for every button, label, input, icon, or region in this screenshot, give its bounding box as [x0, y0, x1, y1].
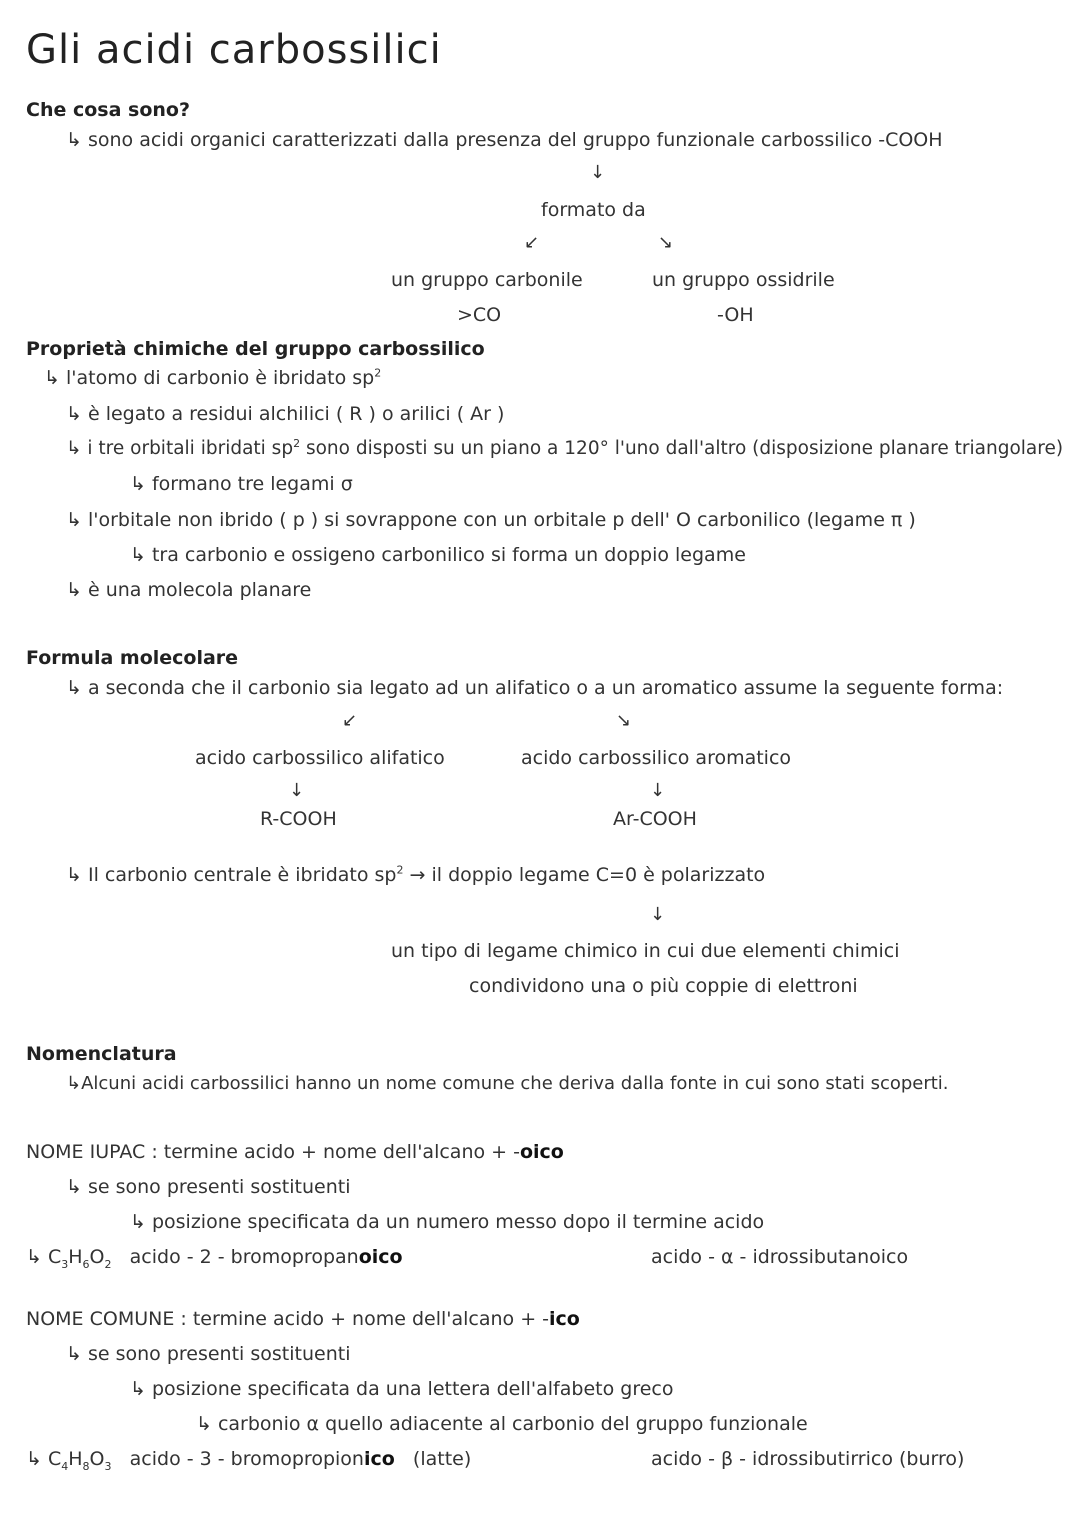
prop-text: l'atomo di carbonio è ibridato sp	[65, 367, 375, 389]
carbonile-label: un gruppo carbonile	[391, 269, 583, 291]
prop-line-2	[66, 402, 504, 426]
formato-label: formato da	[541, 199, 646, 221]
superscript: 2	[374, 366, 382, 380]
subscript: 3	[61, 1257, 69, 1271]
hook-arrow-icon: ↳	[44, 367, 60, 389]
common-example-right: acido - β - idrossibutirrico (burro)	[651, 1448, 965, 1470]
suffix: ico	[363, 1448, 395, 1470]
common-example	[26, 1447, 471, 1471]
definition-line-1: un tipo di legame chimico in cui due elementi chimici	[391, 940, 900, 962]
iupac-sub-2	[130, 1210, 764, 1234]
down-arrow-icon: ↓	[590, 162, 606, 183]
text: → il doppio legame C=0 è polarizzato	[403, 864, 766, 886]
hook-arrow-icon: ↳	[130, 1211, 146, 1233]
molecular-formula	[47, 1448, 112, 1473]
section-heading-properties: Proprietà chimiche del gruppo carbossilico	[26, 338, 485, 360]
arrow-down-left-icon: ↙	[524, 232, 540, 253]
subscript: 6	[82, 1257, 90, 1271]
example-note: (latte)	[412, 1448, 472, 1470]
prop-text: formano tre legami σ	[151, 473, 353, 495]
element: O	[89, 1246, 105, 1268]
text: se sono presenti sostituenti	[87, 1176, 351, 1198]
polarized-line	[66, 863, 765, 887]
text: se sono presenti sostituenti	[87, 1343, 351, 1365]
rule-text: NOME IUPAC : termine acido + nome dell'alcano + -	[26, 1141, 520, 1163]
common-sub-1	[66, 1342, 350, 1366]
iupac-rule	[26, 1140, 564, 1164]
hook-arrow-icon: ↳	[66, 509, 82, 531]
alifatico-formula: R-COOH	[260, 808, 337, 830]
superscript: 2	[293, 436, 301, 450]
hook-arrow-icon: ↳	[66, 1343, 82, 1365]
element: C	[47, 1448, 62, 1470]
ossidrile-label: un gruppo ossidrile	[652, 269, 835, 291]
hook-arrow-icon: ↳	[26, 1246, 42, 1268]
hook-arrow-icon: ↳	[130, 473, 146, 495]
text: carbonio α quello adiacente al carbonio del gruppo funzionale	[217, 1413, 808, 1435]
suffix: ico	[549, 1308, 580, 1330]
aromatico-formula: Ar-COOH	[613, 808, 697, 830]
prop-line-5	[66, 508, 916, 532]
alifatico-label: acido carbossilico alifatico	[195, 747, 445, 769]
down-arrow-icon: ↓	[650, 904, 666, 925]
subscript: 3	[104, 1459, 112, 1473]
prop-text: è legato a residui alchilici ( R ) o arilici ( Ar )	[87, 403, 505, 425]
prop-text: tra carbonio e ossigeno carbonilico si forma un doppio legame	[151, 544, 746, 566]
element: O	[89, 1448, 105, 1470]
iupac-example-right: acido - α - idrossibutanoico	[651, 1246, 909, 1268]
hook-arrow-icon: ↳	[66, 579, 82, 601]
element: H	[68, 1448, 83, 1470]
bullet-line	[66, 128, 943, 152]
subscript: 4	[61, 1459, 69, 1473]
hook-arrow-icon: ↳	[130, 544, 146, 566]
hook-arrow-icon: ↳	[66, 438, 82, 459]
common-sub-2	[130, 1377, 673, 1401]
suffix: oico	[519, 1141, 564, 1163]
common-sub-3	[196, 1412, 808, 1436]
prop-line-3	[66, 437, 1063, 461]
prop-line-6	[130, 543, 746, 567]
iupac-sub-1	[66, 1175, 350, 1199]
common-rule	[26, 1307, 580, 1331]
arrow-down-right-icon: ↘	[658, 232, 674, 253]
hook-arrow-icon: ↳	[66, 403, 82, 425]
aromatico-label: acido carbossilico aromatico	[521, 747, 792, 769]
hook-arrow-icon: ↳	[66, 1073, 82, 1094]
definition-line-2: condividono una o più coppie di elettroni	[469, 975, 858, 997]
element: H	[68, 1246, 83, 1268]
hook-arrow-icon: ↳	[26, 1448, 42, 1470]
bullet-text: Alcuni acidi carbossilici hanno un nome comune che deriva dalla fonte in cui sono stati scoperti.	[81, 1073, 949, 1094]
nomenclature-bullet	[66, 1072, 949, 1096]
hook-arrow-icon: ↳	[66, 864, 82, 886]
subscript: 8	[82, 1459, 90, 1473]
down-arrow-icon: ↓	[289, 780, 305, 801]
text: Il carbonio centrale è ibridato sp	[87, 864, 397, 886]
hook-arrow-icon: ↳	[130, 1378, 146, 1400]
prop-line-7	[66, 578, 311, 602]
hook-arrow-icon: ↳	[66, 677, 82, 699]
prop-line-4	[130, 472, 353, 496]
example-name: acido - 3 - bromopropion	[129, 1448, 364, 1470]
rule-text: NOME COMUNE : termine acido + nome dell'alcano + -	[26, 1308, 550, 1330]
ossidrile-formula: -OH	[717, 304, 754, 326]
section-heading-formula: Formula molecolare	[26, 647, 239, 669]
prop-text: sono disposti su un piano a 120° l'uno dall'altro (disposizione planare triangolare)	[300, 438, 1064, 459]
page-title: Gli acidi carbossilici	[26, 27, 442, 73]
carbonile-formula: >CO	[457, 304, 502, 326]
subscript: 2	[104, 1257, 112, 1271]
bullet-text: sono acidi organici caratterizzati dalla presenza del gruppo funzionale carbossilico -COOH	[87, 129, 943, 151]
text: posizione specificata da una lettera dell'alfabeto greco	[151, 1378, 674, 1400]
hook-arrow-icon: ↳	[66, 129, 82, 151]
superscript: 2	[396, 863, 404, 877]
section-heading-what: Che cosa sono?	[26, 99, 190, 121]
prop-line-1	[44, 366, 381, 390]
prop-text: è una molecola planare	[87, 579, 312, 601]
element: C	[47, 1246, 62, 1268]
arrow-down-right-icon: ↘	[616, 710, 632, 731]
text: posizione specificata da un numero messo dopo il termine acido	[151, 1211, 765, 1233]
iupac-example	[26, 1245, 403, 1269]
prop-text: l'orbitale non ibrido ( p ) si sovrappone con un orbitale p dell' O carbonilico (legame π )	[87, 509, 916, 531]
example-name: acido - 2 - bromopropan	[129, 1246, 359, 1268]
molecular-formula	[47, 1246, 112, 1271]
suffix: oico	[358, 1246, 403, 1268]
bullet-text: a seconda che il carbonio sia legato ad un alifatico o a un aromatico assume la seguente forma:	[87, 677, 1004, 699]
hook-arrow-icon: ↳	[66, 1176, 82, 1198]
hook-arrow-icon: ↳	[196, 1413, 212, 1435]
formula-bullet	[66, 676, 1003, 700]
section-heading-nomenclature: Nomenclatura	[26, 1043, 177, 1065]
arrow-down-left-icon: ↙	[342, 710, 358, 731]
prop-text: i tre orbitali ibridati sp	[87, 438, 294, 459]
down-arrow-icon: ↓	[650, 780, 666, 801]
